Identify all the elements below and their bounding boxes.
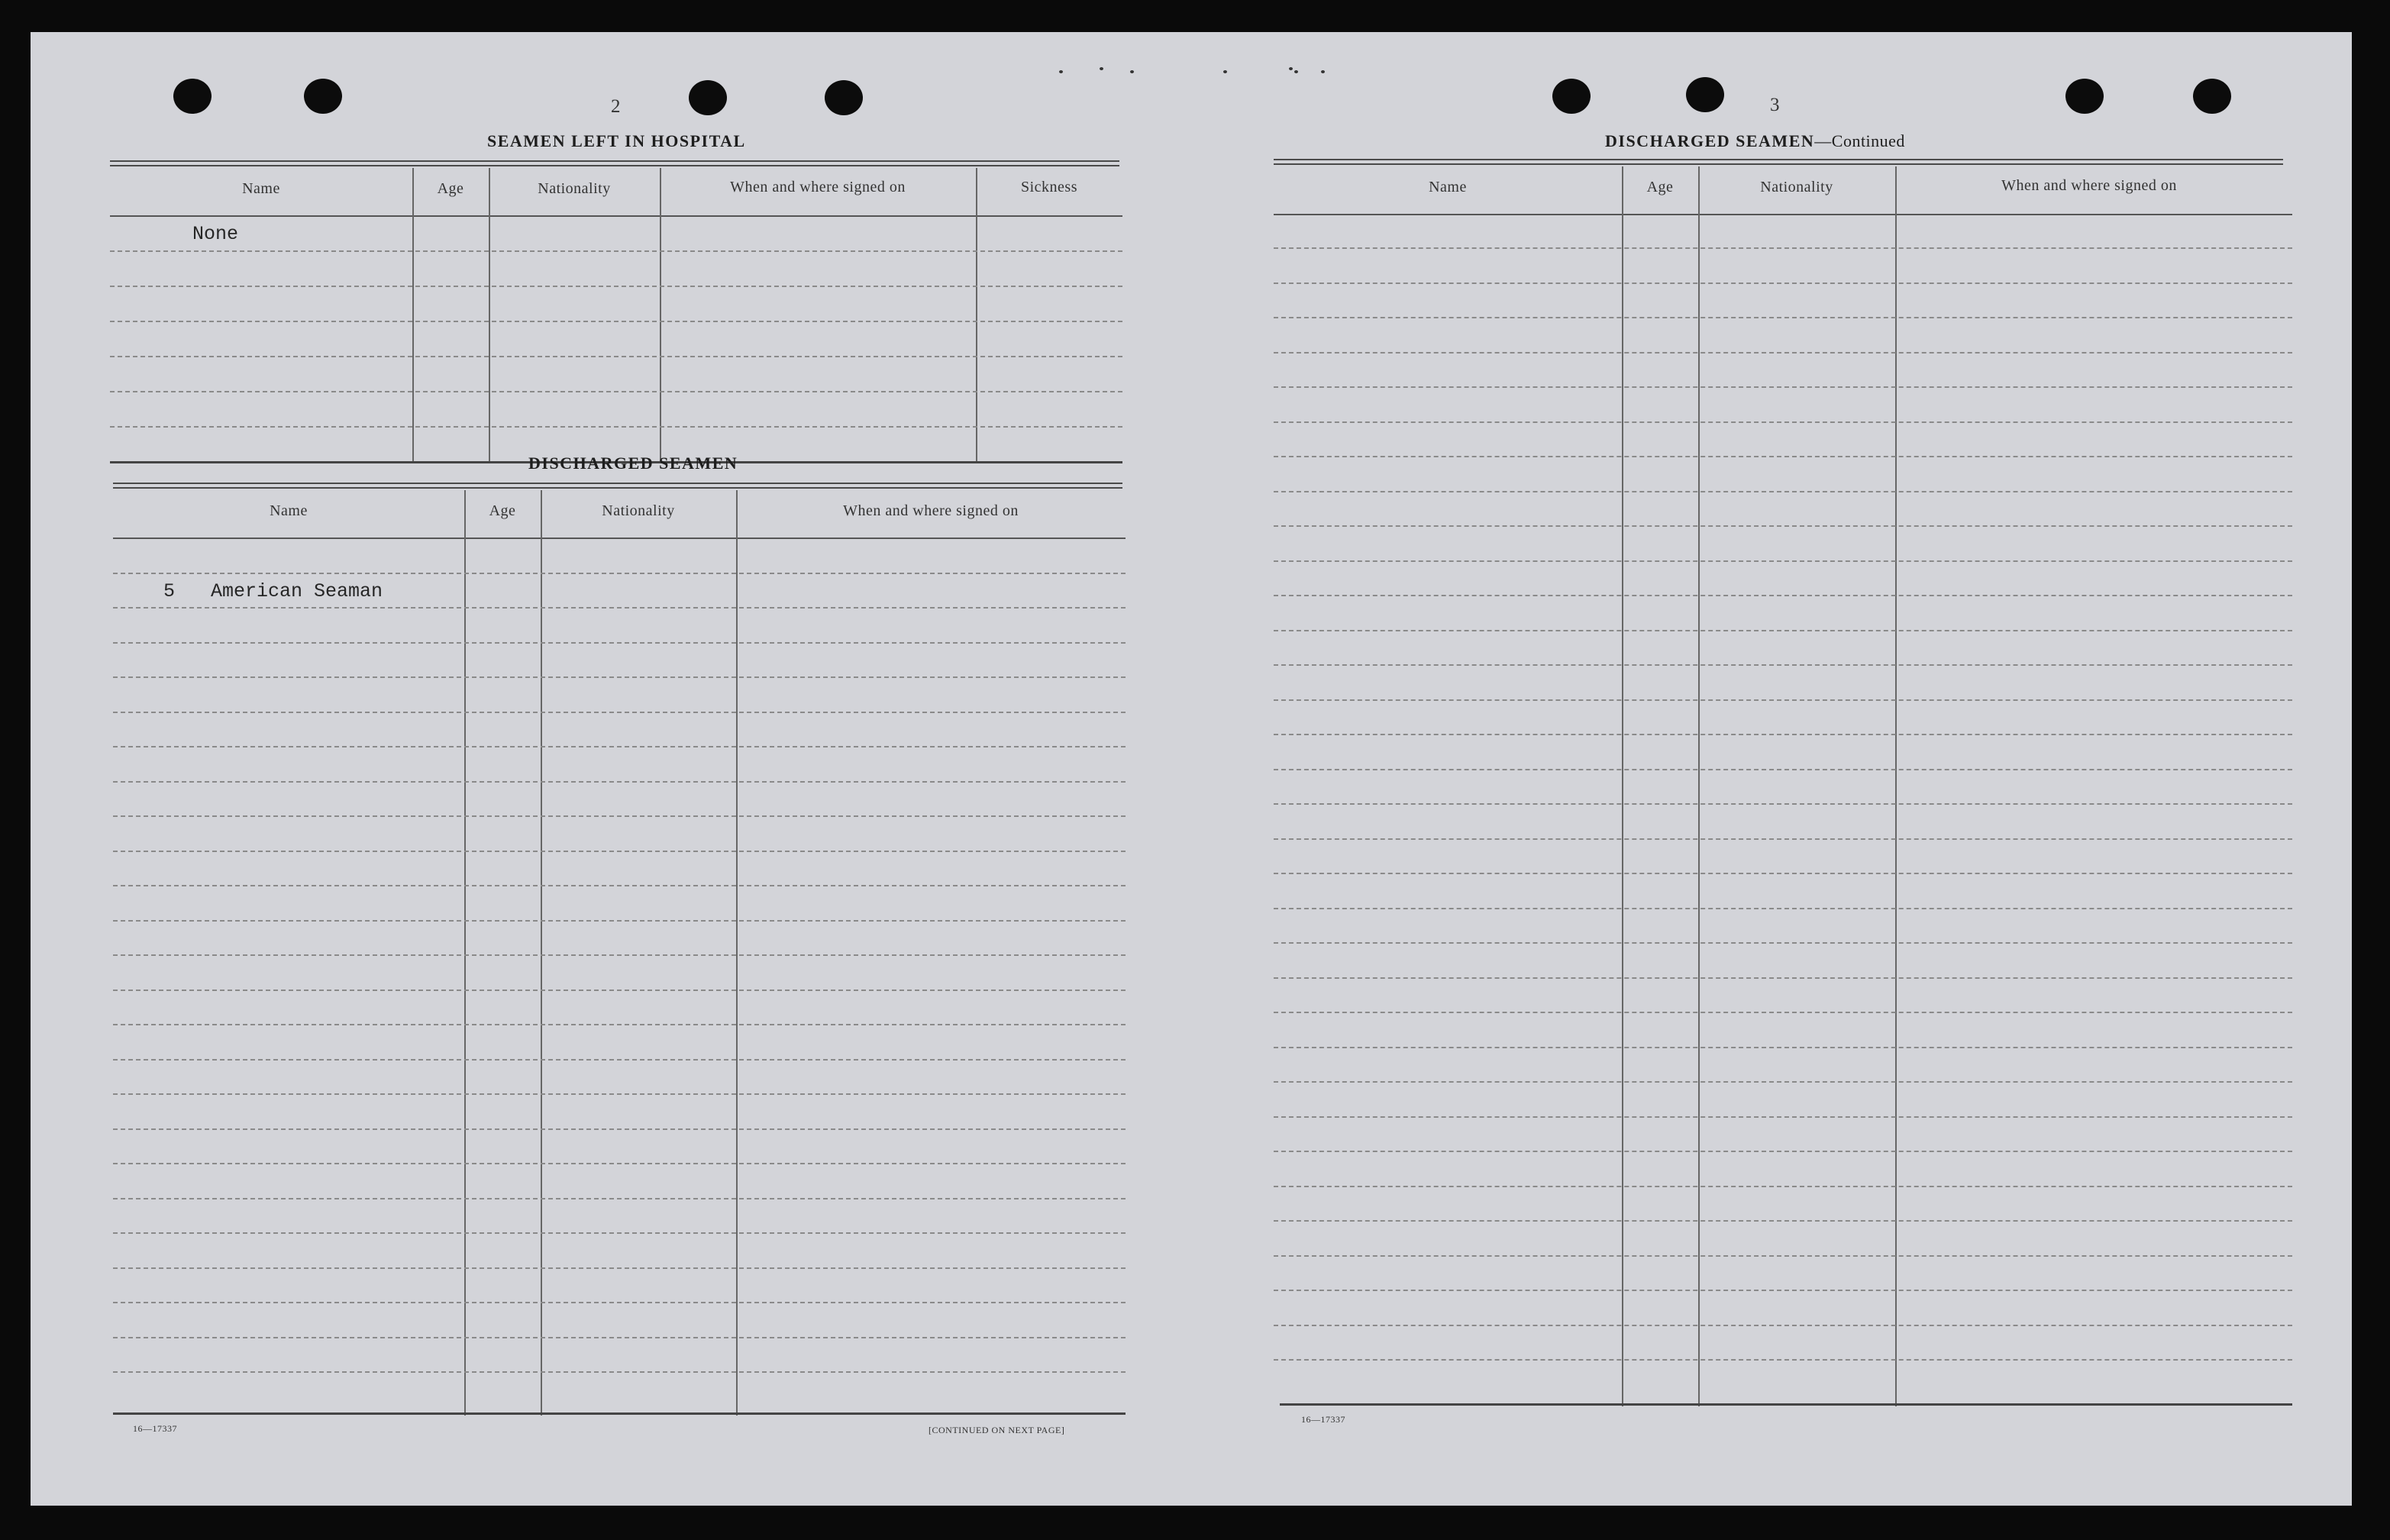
discharged-row-rule xyxy=(113,1128,1126,1130)
continued-row-rule xyxy=(1274,734,2292,735)
continued-row-rule xyxy=(1274,1325,2292,1326)
discharged-title-rule xyxy=(113,483,1122,489)
continued-row-rule xyxy=(1274,1116,2292,1118)
punch-hole xyxy=(1686,77,1724,112)
discharged-entry-name: American Seaman xyxy=(211,580,383,602)
hospital-col-divider xyxy=(660,168,661,463)
discharged-row-rule xyxy=(113,1337,1126,1338)
continued-row-rule xyxy=(1274,1151,2292,1152)
discharged-row-rule xyxy=(113,642,1126,644)
continued-row-rule xyxy=(1274,803,2292,805)
discharged-table xyxy=(113,490,1126,1416)
continued-row-rule xyxy=(1274,386,2292,388)
discharged-row-rule xyxy=(113,815,1126,817)
hospital-col-signed-on: When and where signed on xyxy=(730,179,906,195)
hospital-row-rule xyxy=(110,426,1122,428)
continued-row-rule xyxy=(1274,908,2292,909)
hospital-col-divider xyxy=(412,168,414,463)
discharged-col-divider xyxy=(464,490,466,1416)
document-sheet xyxy=(31,32,2352,1506)
hospital-row-rule xyxy=(110,286,1122,287)
discharged-col-signed-on: When and where signed on xyxy=(843,502,1019,519)
discharged-row-rule xyxy=(113,1163,1126,1164)
discharged-row-rule xyxy=(113,573,1126,574)
discharged-continued-table xyxy=(1274,166,2292,1406)
continued-note: [CONTINUED ON NEXT PAGE] xyxy=(929,1425,1065,1435)
continued-row-rule xyxy=(1274,595,2292,596)
hospital-row-rule xyxy=(110,250,1122,252)
discharged-row-rule xyxy=(113,920,1126,922)
continued-row-rule xyxy=(1274,247,2292,249)
discharged-col-divider xyxy=(541,490,542,1416)
hospital-header-rule xyxy=(110,215,1122,217)
hospital-col-nationality: Nationality xyxy=(538,180,611,197)
discharged-row-rule xyxy=(113,954,1126,956)
discharged-row-rule xyxy=(113,781,1126,783)
punch-hole xyxy=(1552,79,1591,114)
continued-row-rule xyxy=(1274,1255,2292,1257)
ink-speck xyxy=(1100,67,1103,70)
discharged-col-name: Name xyxy=(270,502,308,519)
discharged-continued-title-main: DISCHARGED SEAMEN xyxy=(1605,131,1815,150)
hospital-entry-name: None xyxy=(192,223,239,245)
discharged-row-rule xyxy=(113,712,1126,713)
discharged-continued-title-suffix: —Continued xyxy=(1814,131,1905,150)
discharged-row-rule xyxy=(113,1371,1126,1373)
ink-speck xyxy=(1130,70,1134,73)
discharged-row-rule xyxy=(113,885,1126,886)
hospital-section-title: SEAMEN LEFT IN HOSPITAL xyxy=(487,131,746,150)
continued-row-rule xyxy=(1274,491,2292,492)
hospital-title-rule xyxy=(110,160,1119,166)
ink-speck xyxy=(1321,70,1325,73)
hospital-row-rule xyxy=(110,356,1122,357)
continued-row-rule xyxy=(1274,1186,2292,1187)
continued-row-rule xyxy=(1274,838,2292,840)
punch-hole xyxy=(2065,79,2104,114)
discharged-row-rule xyxy=(113,607,1126,609)
punch-hole xyxy=(2193,79,2231,114)
discharged-entry-count: 5 xyxy=(163,580,176,602)
continued-row-rule xyxy=(1274,977,2292,979)
discharged-section-title: DISCHARGED SEAMEN xyxy=(528,454,738,473)
continued-header-rule xyxy=(1274,214,2292,215)
continued-table-bottom xyxy=(1280,1403,2292,1406)
discharged-row-rule xyxy=(113,1302,1126,1303)
discharged-continued-title xyxy=(1605,131,1905,151)
discharged-header-rule xyxy=(113,538,1126,539)
continued-row-rule xyxy=(1274,1359,2292,1361)
page-number-left: 2 xyxy=(611,96,621,117)
continued-row-rule xyxy=(1274,421,2292,423)
discharged-row-rule xyxy=(113,1059,1126,1061)
continued-col-age: Age xyxy=(1646,179,1674,195)
discharged-row-rule xyxy=(113,1267,1126,1269)
hospital-row-rule xyxy=(110,391,1122,392)
punch-hole xyxy=(689,80,727,115)
ink-speck xyxy=(1223,70,1227,73)
discharged-row-rule xyxy=(113,1232,1126,1234)
continued-row-rule xyxy=(1274,525,2292,527)
continued-title-rule xyxy=(1274,159,2283,165)
continued-row-rule xyxy=(1274,352,2292,354)
hospital-col-age: Age xyxy=(437,180,464,197)
continued-row-rule xyxy=(1274,769,2292,770)
form-number-left: 16—17337 xyxy=(133,1423,177,1434)
discharged-row-rule xyxy=(113,1024,1126,1025)
continued-row-rule xyxy=(1274,664,2292,666)
continued-row-rule xyxy=(1274,282,2292,284)
continued-row-rule xyxy=(1274,1012,2292,1013)
ink-speck xyxy=(1289,67,1293,70)
continued-row-rule xyxy=(1274,456,2292,457)
continued-row-rule xyxy=(1274,1081,2292,1083)
hospital-table xyxy=(110,168,1122,463)
discharged-row-rule xyxy=(113,676,1126,678)
continued-row-rule xyxy=(1274,630,2292,631)
continued-row-rule xyxy=(1274,1047,2292,1048)
continued-row-rule xyxy=(1274,560,2292,562)
ink-speck xyxy=(1294,70,1298,73)
punch-hole xyxy=(304,79,342,114)
ink-speck xyxy=(1059,70,1063,73)
page-number-right: 3 xyxy=(1770,95,1780,115)
discharged-row-rule xyxy=(113,1198,1126,1199)
discharged-col-age: Age xyxy=(489,502,516,519)
discharged-col-divider xyxy=(736,490,738,1416)
continued-col-signed-on: When and where signed on xyxy=(2001,177,2177,194)
hospital-col-sickness: Sickness xyxy=(1021,179,1077,195)
continued-row-rule xyxy=(1274,1290,2292,1291)
punch-hole xyxy=(173,79,212,114)
continued-col-nationality: Nationality xyxy=(1760,179,1833,195)
punch-hole xyxy=(825,80,863,115)
continued-row-rule xyxy=(1274,942,2292,944)
continued-col-name: Name xyxy=(1429,179,1467,195)
hospital-col-divider xyxy=(489,168,490,463)
form-number-right: 16—17337 xyxy=(1301,1414,1345,1425)
hospital-row-rule xyxy=(110,321,1122,322)
discharged-row-rule xyxy=(113,746,1126,747)
continued-row-rule xyxy=(1274,873,2292,874)
continued-row-rule xyxy=(1274,699,2292,701)
discharged-row-rule xyxy=(113,1093,1126,1095)
continued-row-rule xyxy=(1274,317,2292,318)
continued-row-rule xyxy=(1274,1220,2292,1222)
discharged-col-nationality: Nationality xyxy=(602,502,675,519)
discharged-table-bottom xyxy=(113,1412,1126,1415)
discharged-row-rule xyxy=(113,851,1126,852)
hospital-col-divider xyxy=(976,168,977,463)
hospital-col-name: Name xyxy=(242,180,280,197)
discharged-row-rule xyxy=(113,990,1126,991)
